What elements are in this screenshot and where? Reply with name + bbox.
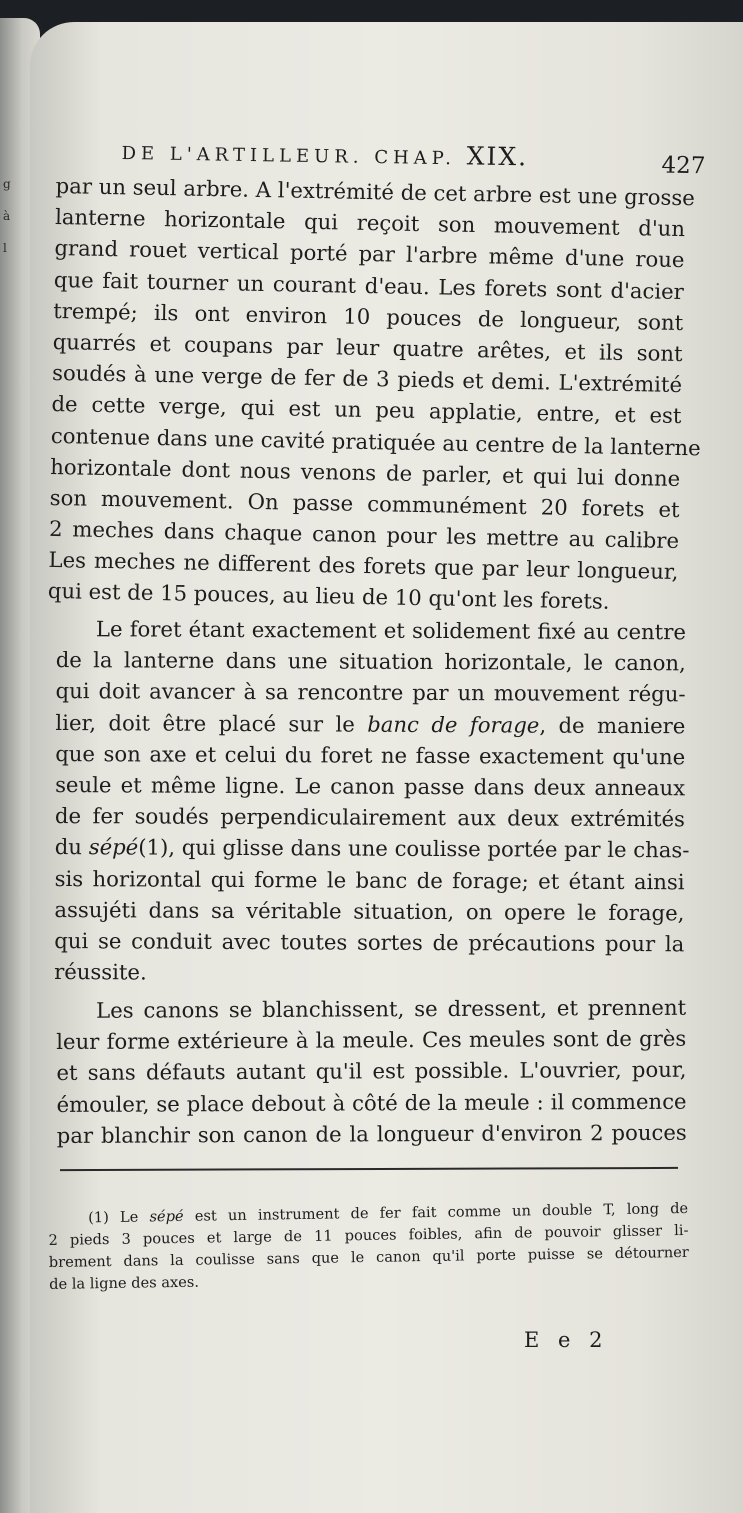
text-line: son mouvement. On passe communément 20 forets et: [49, 484, 680, 522]
italic-term: banc de forage: [367, 710, 540, 737]
text-line: par blanchir son canon de la longueur d'environ 2 pouces: [56, 1119, 687, 1148]
text-line: émouler, se place debout à côté de la meule : il commence: [56, 1088, 687, 1117]
text-line: qui est de 15 pouces, au lieu de 10 qu'ont les forets.: [47, 578, 610, 615]
text-segment: , de maniere: [539, 711, 686, 738]
text-line: 2 meches dans chaque canon pour les mettre au calibre: [48, 515, 680, 554]
text-line: quarrés et coupans par leur quatre arêtes, et ils sont: [52, 328, 683, 366]
text-line: de cette verge, qui est un peu applatie, entre, et est: [51, 391, 682, 429]
text-line: [54, 831, 690, 865]
text-line: grand rouet vertical porté par l'arbre même d'une roue: [54, 235, 685, 273]
paragraph-1: [47, 170, 701, 619]
text-line: que son axe et celui du foret ne fasse exactement qu'une: [55, 740, 686, 769]
text-line: par un seul arbre. A l'extrémité de cet arbre est une grosse: [55, 172, 696, 211]
running-title-text: DE L'ARTILLEUR. CHAP.: [121, 142, 457, 170]
signature-mark: E e 2: [524, 1328, 609, 1352]
text-line: Les meches ne different des forets que par leur longueur,: [48, 547, 679, 585]
facing-page-mark: l: [3, 241, 7, 255]
italic-term: sépé: [88, 834, 139, 860]
italic-term: sépé: [149, 1207, 184, 1226]
chapter-number: XIX.: [466, 141, 529, 172]
text-line: et sans défauts autant qu'il est possible. L'ouvrier, pour,: [56, 1056, 687, 1086]
text-line: que fait tourner un courant d'eau. Les forets sont d'acier: [53, 266, 685, 304]
text-line: seule et même ligne. Le canon passe dans deux anneaux: [55, 771, 686, 800]
paragraph-3: [56, 992, 687, 1151]
text-line: qui doit avancer à sa rencontre par un mouvement régu-: [55, 677, 686, 707]
text-line: Les canons se blanchissent, se dressent, et prennent: [96, 994, 687, 1023]
page-number: 427: [661, 152, 706, 180]
facing-page-mark: à: [3, 209, 11, 223]
text-line: assujéti dans sa véritable situation, on opere le forage,: [54, 896, 685, 925]
text-segment: lier, doit être placé sur le: [55, 709, 355, 736]
text-line: trempé; ils ont environ 10 pouces de longueur, sont: [53, 297, 684, 335]
footnote-line: brement dans la coulisse sans que le canon qu'il porte puisse se détourner: [48, 1243, 689, 1271]
text-segment: du: [54, 833, 83, 860]
text-line: [55, 706, 685, 740]
footnote: [48, 1198, 689, 1296]
body-text: [47, 170, 701, 1151]
text-line: qui se conduit avec toutes sortes de précautions pour la: [54, 927, 685, 956]
text-line: de la lanterne dans une situation horizontale, le canon,: [55, 646, 686, 676]
text-segment: (1), qui glisse dans une coulisse portée par le chas-: [138, 834, 690, 863]
text-line: sis horizontal qui forme le banc de forage; et étant ainsi: [54, 865, 685, 894]
facing-page-marks: [3, 168, 11, 264]
paragraph-2: [54, 613, 690, 991]
text-line: lanterne horizontale qui reçoit son mouvement d'un: [54, 204, 686, 242]
text-segment: (1) Le: [88, 1208, 139, 1227]
running-title: [121, 136, 528, 171]
text-line: Le foret étant exactement et solidement fixé au centre: [95, 615, 686, 644]
text-segment: est un instrument de fer fait comme un double T, long de: [194, 1199, 689, 1225]
book-page: [30, 22, 743, 1513]
text-line: horizontale dont nous venons de parler, et qui lui donne: [50, 453, 681, 491]
text-line: soudés à une verge de fer de 3 pieds et demi. L'extrémité: [51, 360, 683, 398]
text-line: de fer soudés perpendiculairement aux deux extrémités: [54, 802, 685, 832]
footnote-divider: [60, 1167, 678, 1171]
footnote-line: de la ligne des axes.: [49, 1273, 200, 1293]
text-line: leur forme extérieure à la meule. Ces meules sont de grès: [56, 1025, 687, 1055]
text-line: réussite.: [54, 958, 147, 985]
text-line: contenue dans une cavité pratiquée au centre de la lanterne: [50, 422, 701, 460]
footnote-line: 2 pieds 3 pouces et large de 11 pouces foibles, afin de pouvoir glisser li-: [48, 1221, 689, 1249]
facing-page-mark: g: [3, 177, 11, 191]
